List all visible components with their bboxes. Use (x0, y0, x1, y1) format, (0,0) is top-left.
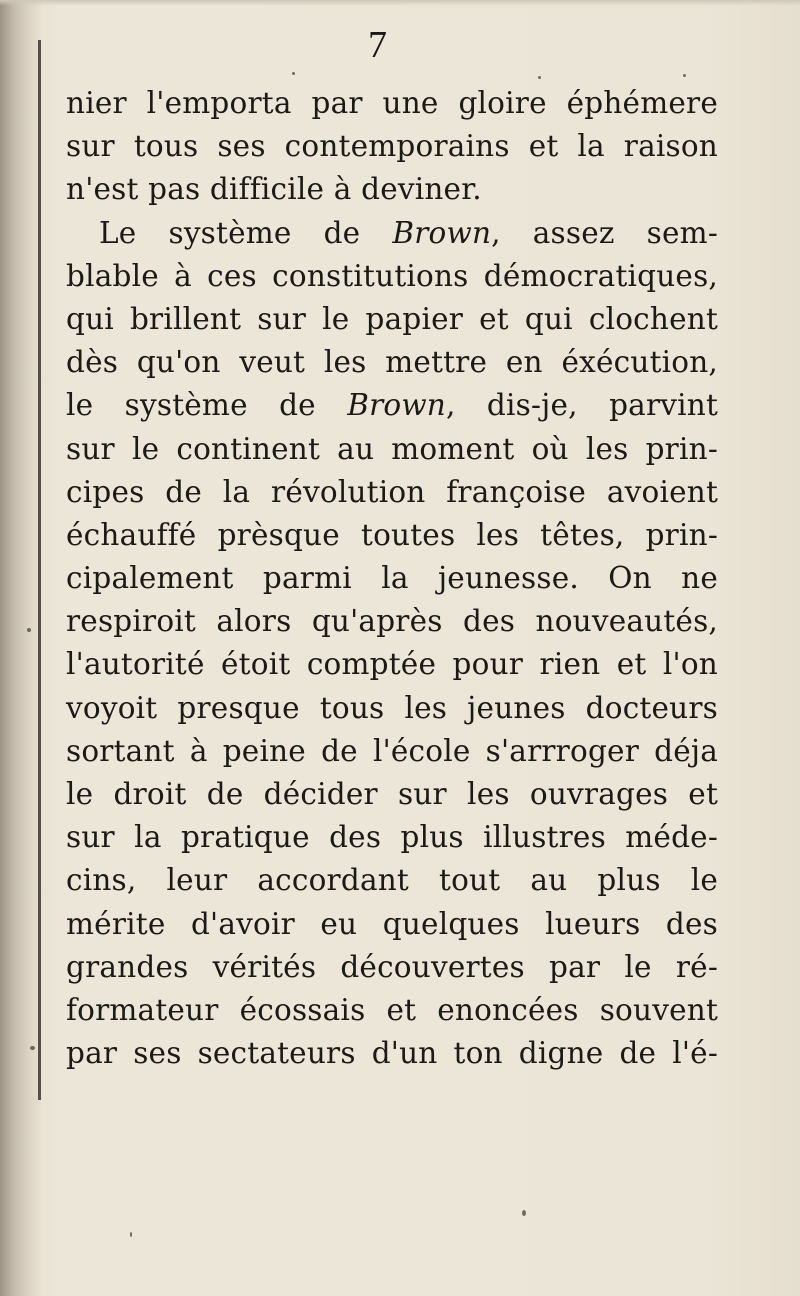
text-line (66, 384, 718, 427)
ink-speck (683, 74, 686, 77)
page-number: 7 (368, 24, 387, 66)
italic-name: Brown (392, 215, 492, 250)
text-segment: cipes de la révolution françoise avoient (66, 474, 718, 509)
text-segment: dès qu'on veut les mettre en éxécution, (66, 345, 718, 380)
text-segment: l'autorité étoit comptée pour rien et l'on (66, 647, 718, 682)
text-line (66, 1032, 718, 1075)
text-segment: voyoit presque tous les jeunes docteurs (66, 690, 718, 725)
text-line (66, 687, 718, 730)
binding-edge (38, 40, 41, 1100)
text-line (66, 255, 718, 298)
text-line (66, 989, 718, 1032)
italic-name: Brown (347, 388, 446, 423)
text-segment: , assez sem- (491, 215, 718, 250)
ink-speck (538, 76, 541, 79)
text-segment: qui brillent sur le papier et qui clochent (66, 301, 718, 336)
text-line (66, 946, 718, 989)
text-line (66, 600, 718, 643)
ink-speck (30, 1046, 35, 1050)
ink-speck (27, 628, 31, 632)
text-line (66, 903, 718, 946)
body-text (66, 82, 718, 1075)
text-segment: le droit de décider sur les ouvrages et (66, 777, 718, 811)
text-segment: sur le continent au moment où les prin- (66, 431, 718, 466)
text-segment: sur la pratique des plus illustres méde- (66, 820, 718, 855)
ink-speck (292, 72, 295, 75)
text-segment: le système de (66, 388, 348, 423)
text-line (66, 82, 718, 125)
text-segment: , dis-je, parvint (445, 388, 719, 423)
text-line (66, 341, 718, 384)
ink-speck (130, 1232, 132, 1237)
text-segment: cipalement parmi la jeunesse. On ne (66, 561, 718, 596)
text-line (66, 428, 718, 471)
text-line (66, 773, 718, 816)
text-line (66, 514, 718, 557)
text-segment: par ses sectateurs d'un ton digne de l'é- (66, 1036, 718, 1071)
text-line (66, 168, 718, 211)
text-segment: sur tous ses contemporains et la raison (66, 129, 718, 164)
text-segment: mérite d'avoir eu quelques lueurs des (66, 906, 718, 941)
text-segment: n'est pas difficile à deviner. (66, 172, 482, 207)
text-line (66, 643, 718, 686)
text-line (66, 471, 718, 514)
text-segment: Le système de (99, 215, 393, 250)
text-segment: échauffé prèsque toutes les têtes, prin- (66, 517, 718, 552)
ink-speck (522, 1210, 526, 1216)
text-line (66, 557, 718, 600)
text-line (66, 730, 718, 773)
text-line (66, 298, 718, 341)
text-segment: respiroit alors qu'après des nouveautés, (66, 604, 718, 639)
text-line (66, 859, 718, 902)
text-segment: cins, leur accordant tout au plus le (66, 863, 718, 898)
text-line (66, 125, 718, 168)
text-line (66, 816, 718, 859)
text-segment: grandes vérités découvertes par le ré- (66, 949, 718, 984)
text-segment: blable à ces constitutions démocratiques, (66, 258, 718, 293)
text-line (66, 212, 718, 255)
page-top-edge (0, 0, 800, 6)
text-segment: sortant à peine de l'école s'arrroger déja (66, 733, 718, 768)
text-segment: nier l'emporta par une gloire éphémere (66, 86, 718, 120)
gutter-shadow (0, 0, 42, 1296)
text-segment: formateur écossais et enoncées souvent (66, 992, 718, 1027)
